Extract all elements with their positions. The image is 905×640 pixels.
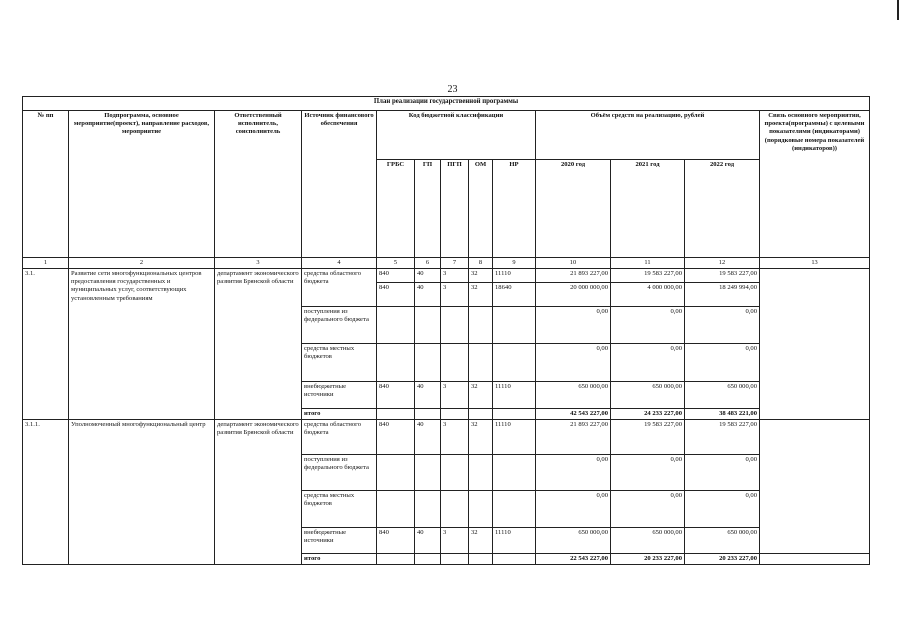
code-grbs: 840 bbox=[377, 283, 415, 307]
source-regional: средства областного бюджета bbox=[302, 420, 377, 455]
code-grbs: 840 bbox=[377, 382, 415, 409]
header-np: НР bbox=[493, 160, 536, 258]
source-federal: поступления из федерального бюджета bbox=[302, 307, 377, 344]
executor: департамент экономического развития Брянской области bbox=[215, 420, 302, 565]
col-number: 5 bbox=[377, 258, 415, 269]
col-number: 10 bbox=[536, 258, 611, 269]
value-2021: 0,00 bbox=[611, 491, 685, 528]
value-2021: 0,00 bbox=[611, 344, 685, 382]
code-grbs: 840 bbox=[377, 420, 415, 455]
header-2022: 2022 год bbox=[685, 160, 760, 258]
code-gp: 40 bbox=[415, 269, 441, 283]
code-np: 11110 bbox=[493, 269, 536, 283]
value-2020: 21 893 227,00 bbox=[536, 420, 611, 455]
value-2022: 19 583 227,00 bbox=[685, 420, 760, 455]
header-om: ОМ bbox=[469, 160, 493, 258]
header-link: Связь основного мероприятия, проекта(программы) с целевыми показателями (индикаторами) (порядковые номера показателей (индикаторов)) bbox=[760, 111, 870, 258]
value-2020: 650 000,00 bbox=[536, 382, 611, 409]
col-number: 1 bbox=[23, 258, 69, 269]
value-2022: 650 000,00 bbox=[685, 382, 760, 409]
page-number: 23 bbox=[447, 84, 458, 95]
code-gp: 40 bbox=[415, 420, 441, 455]
header-2021: 2021 год bbox=[611, 160, 685, 258]
value-2021: 19 583 227,00 bbox=[611, 420, 685, 455]
code-np: 11110 bbox=[493, 528, 536, 554]
code-pgp: 3 bbox=[441, 269, 469, 283]
code-gp: 40 bbox=[415, 528, 441, 554]
value-2020: 0,00 bbox=[536, 491, 611, 528]
total-2022: 20 233 227,00 bbox=[685, 554, 760, 565]
total-2020: 22 543 227,00 bbox=[536, 554, 611, 565]
value-2021: 4 000 000,00 bbox=[611, 283, 685, 307]
activity-name: Развитие сети многофункциональных центров предоставления государственных и муниципальных услуг, соответствующих установленным требованиям bbox=[69, 269, 215, 420]
header-subprogram: Подпрограмма, основное мероприятие(проект), направление расходов, мероприятие bbox=[69, 111, 215, 258]
header-source: Источник финансового обеспечения bbox=[302, 111, 377, 258]
total-label: итого bbox=[302, 554, 377, 565]
col-number: 6 bbox=[415, 258, 441, 269]
value-2021: 650 000,00 bbox=[611, 382, 685, 409]
total-2021: 20 233 227,00 bbox=[611, 554, 685, 565]
col-number: 11 bbox=[611, 258, 685, 269]
value-2021: 0,00 bbox=[611, 307, 685, 344]
code-om: 32 bbox=[469, 382, 493, 409]
code-pgp: 3 bbox=[441, 283, 469, 307]
value-2022: 0,00 bbox=[685, 344, 760, 382]
value-2022: 650 000,00 bbox=[685, 528, 760, 554]
value-2021: 650 000,00 bbox=[611, 528, 685, 554]
total-link bbox=[760, 554, 870, 565]
value-2020: 0,00 bbox=[536, 455, 611, 491]
plan-table bbox=[22, 96, 870, 565]
corner-mark bbox=[897, 0, 899, 20]
code-np: 11110 bbox=[493, 420, 536, 455]
header-pgp: ПГП bbox=[441, 160, 469, 258]
header-executor: Ответственный исполнитель, соисполнитель bbox=[215, 111, 302, 258]
value-2020: 650 000,00 bbox=[536, 528, 611, 554]
value-2022: 0,00 bbox=[685, 455, 760, 491]
code-om: 32 bbox=[469, 269, 493, 283]
total-label: итого bbox=[302, 409, 377, 420]
link-cell bbox=[760, 420, 870, 554]
total-2022: 38 483 221,00 bbox=[685, 409, 760, 420]
total-2020: 42 543 227,00 bbox=[536, 409, 611, 420]
value-2020: 0,00 bbox=[536, 307, 611, 344]
code-pgp: 3 bbox=[441, 528, 469, 554]
value-2020: 20 000 000,00 bbox=[536, 283, 611, 307]
row-number: 3.1.1. bbox=[23, 420, 69, 565]
executor: департамент экономического развития Брянской области bbox=[215, 269, 302, 420]
value-2022: 0,00 bbox=[685, 491, 760, 528]
col-number: 4 bbox=[302, 258, 377, 269]
value-2021: 19 583 227,00 bbox=[611, 269, 685, 283]
value-2022: 0,00 bbox=[685, 307, 760, 344]
source-extrabudget: внебюджетные источники bbox=[302, 382, 377, 409]
code-pgp: 3 bbox=[441, 420, 469, 455]
value-2020: 21 893 227,00 bbox=[536, 269, 611, 283]
total-2021: 24 233 227,00 bbox=[611, 409, 685, 420]
activity-name: Уполномоченный многофункциональный центр bbox=[69, 420, 215, 565]
code-om: 32 bbox=[469, 283, 493, 307]
col-number: 3 bbox=[215, 258, 302, 269]
col-number: 12 bbox=[685, 258, 760, 269]
col-number: 7 bbox=[441, 258, 469, 269]
header-volume: Объём средств на реализацию, рублей bbox=[536, 111, 760, 160]
code-grbs: 840 bbox=[377, 528, 415, 554]
code-om: 32 bbox=[469, 420, 493, 455]
value-2020: 0,00 bbox=[536, 344, 611, 382]
code-np: 11110 bbox=[493, 382, 536, 409]
code-om: 32 bbox=[469, 528, 493, 554]
source-federal: поступления из федерального бюджета bbox=[302, 455, 377, 491]
header-grbs: ГРБС bbox=[377, 160, 415, 258]
value-2021: 0,00 bbox=[611, 455, 685, 491]
source-local: средства местных бюджетов bbox=[302, 344, 377, 382]
code-np: 18640 bbox=[493, 283, 536, 307]
source-extrabudget: внебюджетные источники bbox=[302, 528, 377, 554]
table-title: План реализации государственной программы bbox=[23, 97, 870, 111]
header-num: № пп bbox=[23, 111, 69, 258]
col-number: 8 bbox=[469, 258, 493, 269]
value-2022: 18 249 994,00 bbox=[685, 283, 760, 307]
source-regional: средства областного бюджета bbox=[302, 269, 377, 307]
col-number: 9 bbox=[493, 258, 536, 269]
link-cell bbox=[760, 269, 870, 420]
header-gp: ГП bbox=[415, 160, 441, 258]
header-budget-code: Код бюджетной классификации bbox=[377, 111, 536, 160]
source-local: средства местных бюджетов bbox=[302, 491, 377, 528]
value-2022: 19 583 227,00 bbox=[685, 269, 760, 283]
row-number: 3.1. bbox=[23, 269, 69, 420]
code-gp: 40 bbox=[415, 283, 441, 307]
code-pgp: 3 bbox=[441, 382, 469, 409]
col-number: 13 bbox=[760, 258, 870, 269]
header-2020: 2020 год bbox=[536, 160, 611, 258]
code-grbs: 840 bbox=[377, 269, 415, 283]
code-gp: 40 bbox=[415, 382, 441, 409]
col-number: 2 bbox=[69, 258, 215, 269]
